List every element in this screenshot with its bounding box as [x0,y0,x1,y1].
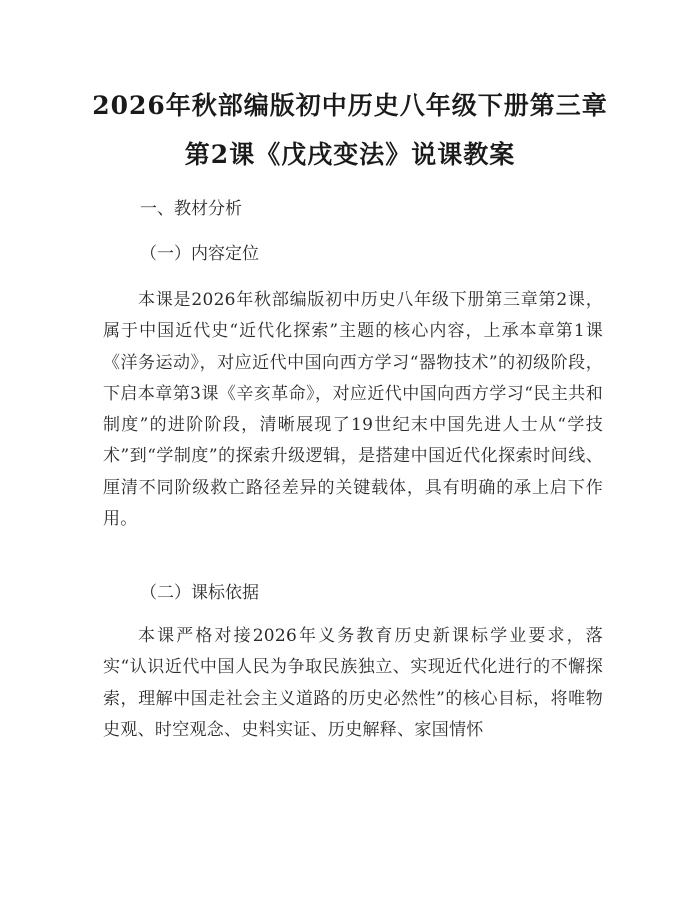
subsection-heading-curriculum-basis: （二）课标依据 [140,583,259,603]
paragraph-content-positioning: 本课是2026年秋部编版初中历史八年级下册第三章第2课，属于中国近代史“近代化探索”主题的核心内容，上承本章第1课《洋务运动》，对应近代中国向西方学习“器物技术”的初级阶段，下启本章第3课《辛亥革命》，对应近代中国向西方学习“民主共和制度”的进阶阶段，清晰展现了19世纪末中国先进人士从“学技术”到“学制度”的探索升级逻辑，是搭建中国近代化探索时间线、厘清不同阶级救亡路径差异的关键载体，具有明确的承上启下作用。 [103,290,603,530]
paragraph-curriculum-basis: 本课严格对接2026年义务教育历史新课标学业要求，落实“认识近代中国人民为争取民族独立、实现近代化进行的不懈探索，理解中国走社会主义道路的历史必然性”的核心目标，将唯物史观、时空观念、史料实证、历史解释、家国情怀 [103,626,603,740]
subsection-heading-content-positioning: （一）内容定位 [140,244,259,264]
document-title-line-2: 第2课《戊戌变法》说课教案 [184,140,516,169]
document-title-line-1: 2026年秋部编版初中历史八年级下册第三章 [92,91,608,120]
section-heading-textbook-analysis: 一、教材分析 [140,199,242,219]
